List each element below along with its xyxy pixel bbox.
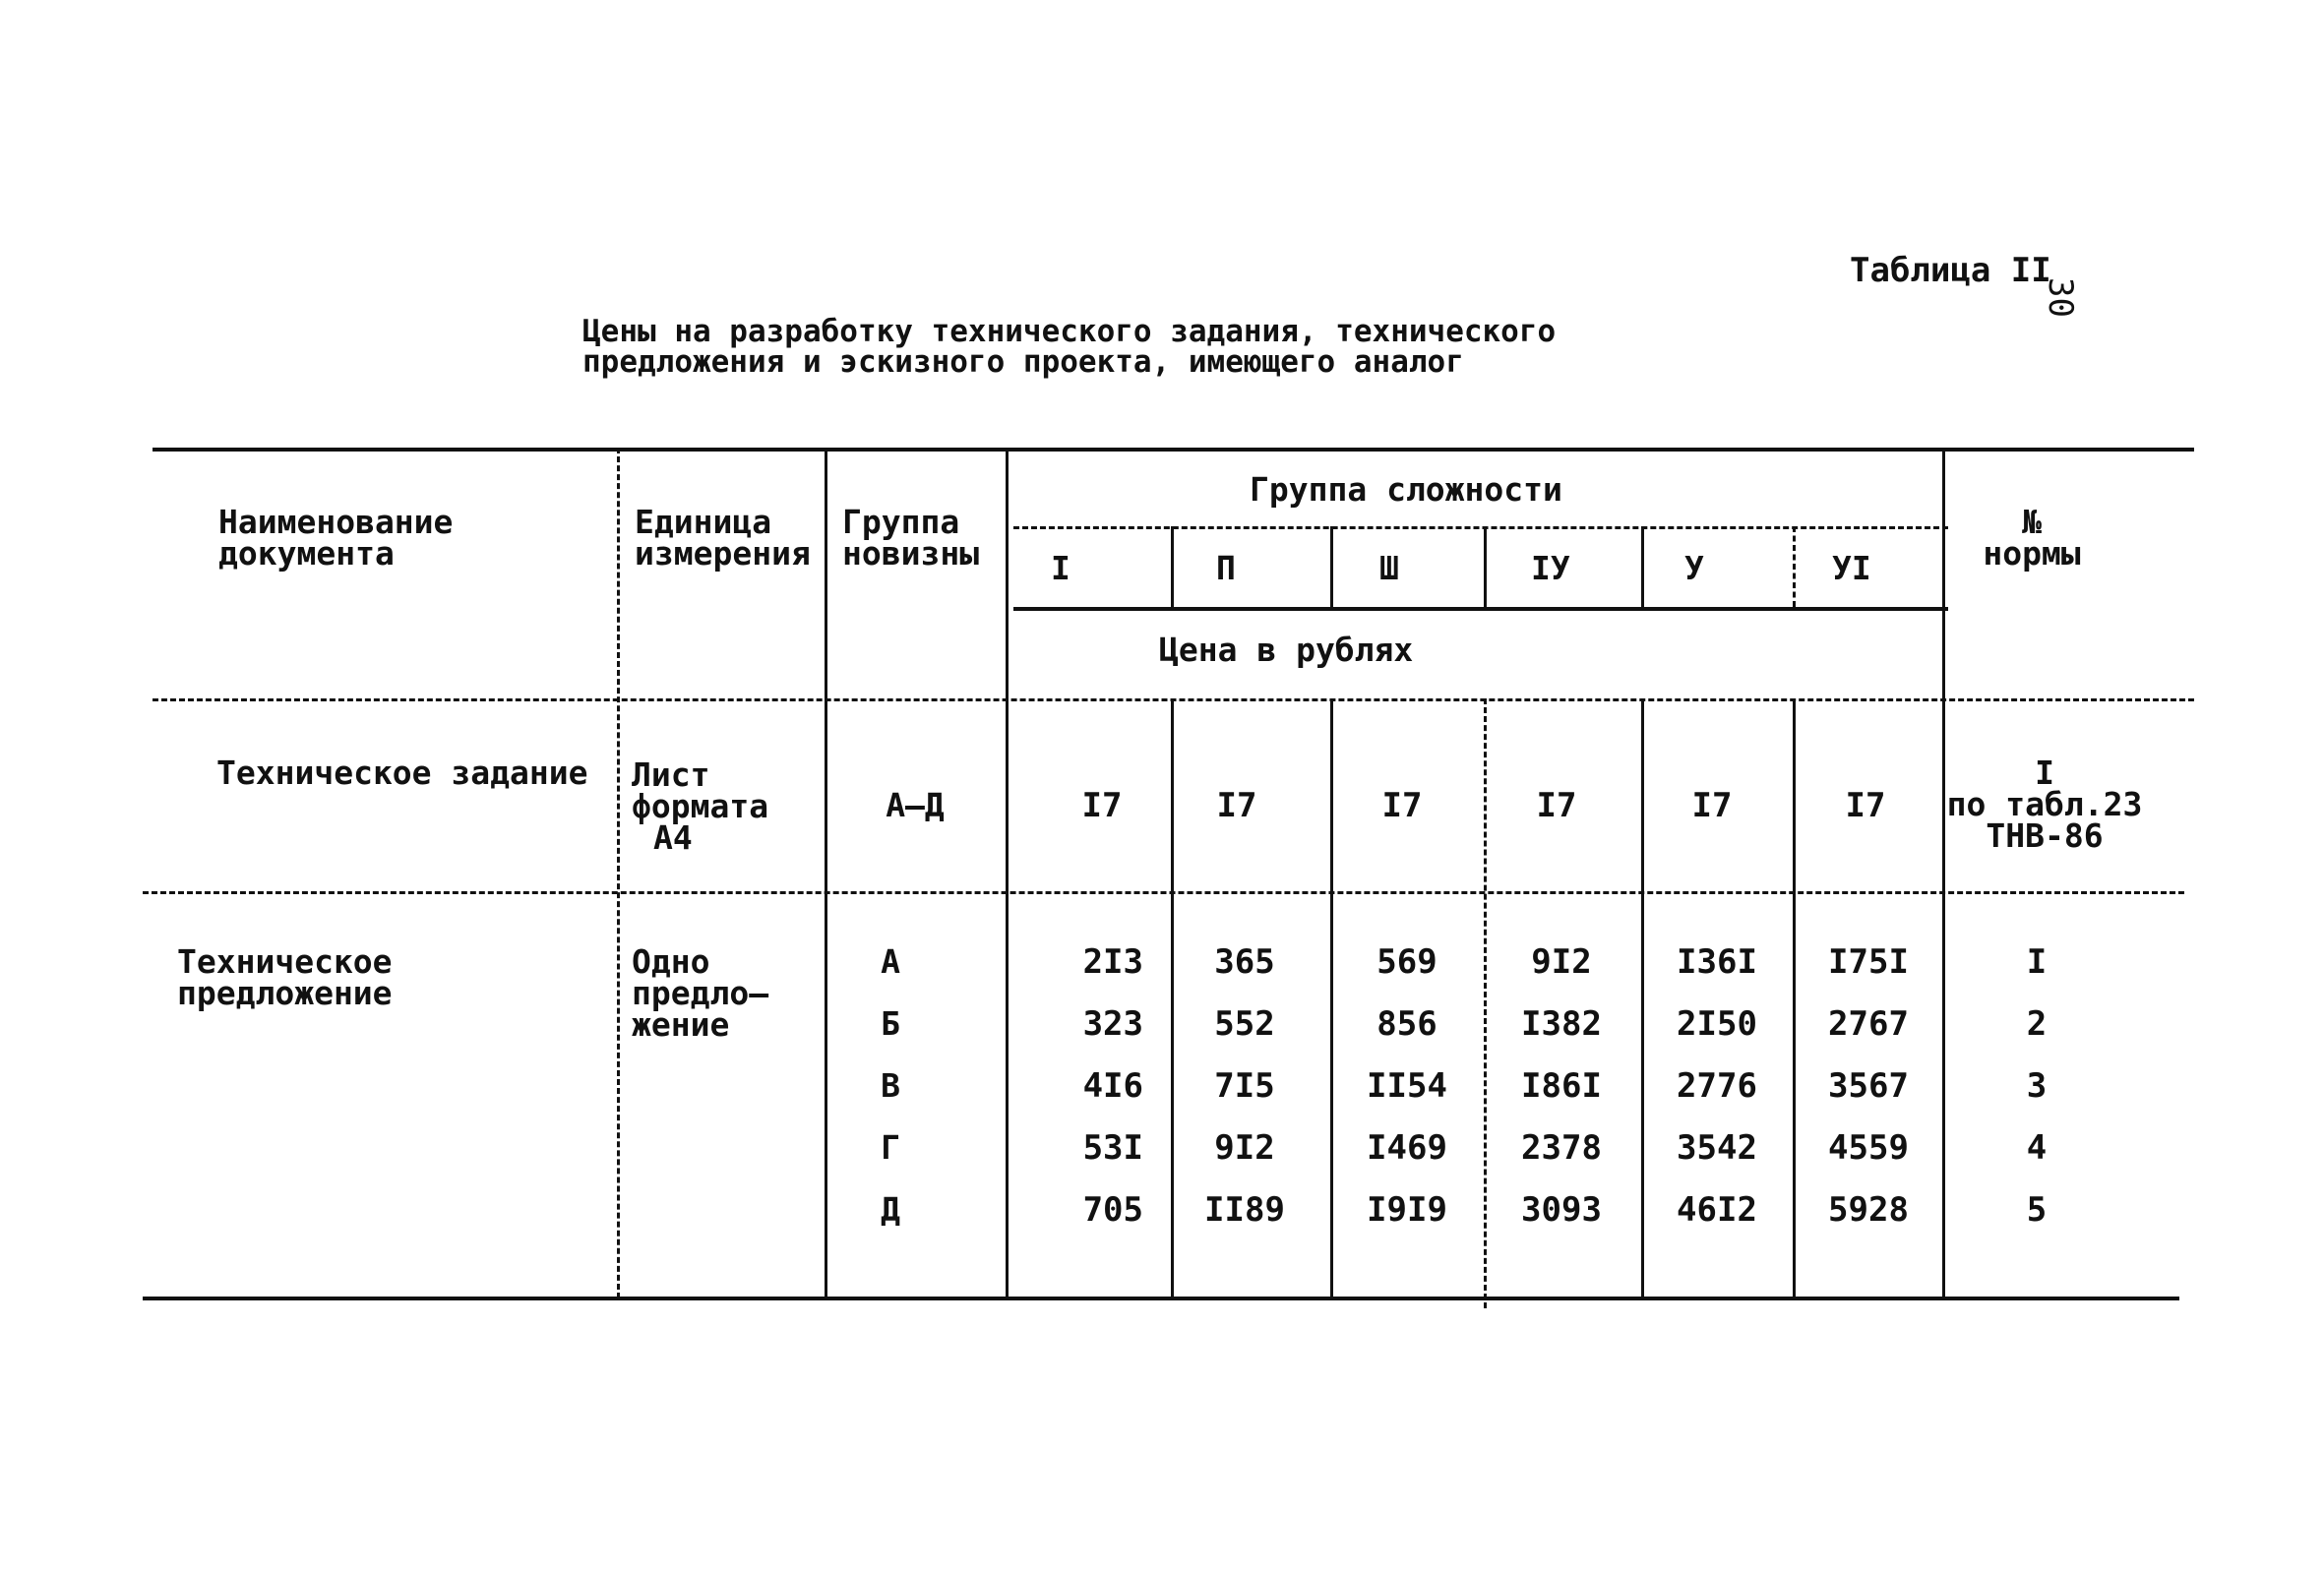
row-tp-A-norm: I bbox=[2026, 942, 2048, 982]
row-tz-price-VI: I7 bbox=[1845, 786, 1886, 825]
row-tp-D-price-IV: 3093 bbox=[1521, 1190, 1602, 1230]
row-tp-B-price-II: 552 bbox=[1214, 1004, 1275, 1044]
title-line-2: предложения и эскизного проекта, имеющего аналог bbox=[582, 344, 1464, 380]
row-tp-D-price-VI: 5928 bbox=[1828, 1190, 1909, 1230]
row-tp-A-price-IV: 9I2 bbox=[1531, 942, 1592, 982]
table-label: Таблица II bbox=[1850, 251, 2051, 290]
table-top-rule bbox=[153, 448, 2194, 452]
row-tp-A-price-V: I36I bbox=[1677, 942, 1757, 982]
row-tp-D-price-III: I9I9 bbox=[1367, 1190, 1447, 1230]
row-tz-price-IV: I7 bbox=[1536, 786, 1577, 825]
row-tp-G-price-I: 53I bbox=[1082, 1128, 1143, 1168]
page-number: 30 bbox=[2041, 277, 2080, 318]
col-divider-c3-body bbox=[1330, 698, 1333, 1298]
row-tp-D-price-II: II89 bbox=[1204, 1190, 1285, 1230]
row-tp-G-price-IV: 2378 bbox=[1521, 1128, 1602, 1168]
col-divider-c3 bbox=[1330, 526, 1333, 607]
row-tp-V-price-III: II54 bbox=[1367, 1066, 1447, 1106]
row-tp-V-price-I: 4I6 bbox=[1082, 1066, 1143, 1106]
header-complexity-I: I bbox=[1051, 549, 1070, 587]
header-unit: Единица измерения bbox=[635, 503, 811, 573]
row-tp-A-price-III: 569 bbox=[1376, 942, 1437, 982]
col-divider-c5-body bbox=[1641, 698, 1644, 1298]
header-complexity-II: П bbox=[1216, 549, 1236, 587]
row-tp-B-price-V: 2I50 bbox=[1677, 1004, 1757, 1044]
row-tp-B-price-I: 323 bbox=[1082, 1004, 1143, 1044]
row-tp-A-price-I: 2I3 bbox=[1082, 942, 1143, 982]
col-divider-group bbox=[825, 448, 827, 1298]
header-complexity-group: Группа сложности bbox=[1250, 470, 1562, 509]
row-tp-V-price-VI: 3567 bbox=[1828, 1066, 1909, 1106]
row-tp-group-A: А bbox=[881, 942, 900, 981]
row-divider bbox=[143, 891, 2184, 894]
header-complexity-VI: УI bbox=[1832, 549, 1871, 587]
row-tp-G-price-II: 9I2 bbox=[1214, 1128, 1275, 1168]
header-complexity-IV: IУ bbox=[1531, 549, 1570, 587]
table-bottom-rule bbox=[143, 1297, 2179, 1300]
row-tp-G-price-V: 3542 bbox=[1677, 1128, 1757, 1168]
col-divider-c2 bbox=[1171, 526, 1174, 607]
header-doc-name: Наименование документа bbox=[218, 503, 454, 573]
price-rule bbox=[1013, 607, 1948, 611]
header-novelty: Группа новизны bbox=[842, 503, 980, 573]
row-tp-G-price-III: I469 bbox=[1367, 1128, 1447, 1168]
row-tp-B-price-IV: I382 bbox=[1521, 1004, 1602, 1044]
row-tp-B-norm: 2 bbox=[2026, 1004, 2048, 1044]
row-tp-V-norm: 3 bbox=[2026, 1066, 2048, 1106]
row-tz-price-III: I7 bbox=[1381, 786, 1423, 825]
title-line-1: Цены на разработку технического задания, технического bbox=[582, 314, 1557, 349]
header-complexity-III: Ш bbox=[1379, 549, 1399, 587]
col-divider-c4-body bbox=[1484, 698, 1487, 1308]
header-complexity-V: У bbox=[1684, 549, 1704, 587]
col-divider-c6 bbox=[1793, 526, 1796, 607]
row-tp-V-price-II: 7I5 bbox=[1214, 1066, 1275, 1106]
complexity-rule bbox=[1013, 526, 1948, 529]
row-tp-G-price-VI: 4559 bbox=[1828, 1128, 1909, 1168]
col-divider-norm bbox=[1942, 448, 1945, 1298]
row-tp-A-price-VI: I75I bbox=[1828, 942, 1909, 982]
table-title bbox=[582, 314, 1557, 380]
col-divider-c5 bbox=[1641, 526, 1644, 607]
col-divider-c2-body bbox=[1171, 698, 1174, 1298]
header-norm: № нормы bbox=[1983, 503, 2081, 573]
col-divider-c6-body bbox=[1793, 698, 1796, 1298]
header-price-rubles: Цена в рублях bbox=[1159, 631, 1414, 669]
row-tp-D-price-I: 705 bbox=[1082, 1190, 1143, 1230]
row-tp-B-price-VI: 2767 bbox=[1828, 1004, 1909, 1044]
row-tp-group-G: Г bbox=[881, 1128, 900, 1167]
col-divider-c4 bbox=[1484, 526, 1487, 607]
row-tp-V-price-V: 2776 bbox=[1677, 1066, 1757, 1106]
row-tp-V-price-IV: I86I bbox=[1521, 1066, 1602, 1106]
row-tp-group-V: В bbox=[881, 1066, 900, 1105]
row-tp-name: Техническое предложение bbox=[177, 942, 393, 1012]
row-tz-name: Техническое задание bbox=[216, 754, 588, 792]
col-divider-unit bbox=[617, 448, 620, 1298]
row-tp-group-B: Б bbox=[881, 1004, 900, 1043]
row-tp-B-price-III: 856 bbox=[1376, 1004, 1437, 1044]
row-tp-group-D: Д bbox=[881, 1190, 900, 1229]
row-tp-G-norm: 4 bbox=[2026, 1128, 2048, 1168]
row-tz-price-I: I7 bbox=[1081, 786, 1123, 825]
row-tz-norm: I по табл.23 ТНВ-86 bbox=[1946, 754, 2143, 855]
row-tz-unit: Лист формата А4 bbox=[632, 755, 769, 857]
col-divider-prices bbox=[1006, 448, 1009, 1298]
row-tp-A-price-II: 365 bbox=[1214, 942, 1275, 982]
row-tz-price-V: I7 bbox=[1691, 786, 1733, 825]
row-tp-D-norm: 5 bbox=[2026, 1190, 2048, 1230]
row-tz-group: А–Д bbox=[886, 786, 945, 824]
row-tp-D-price-V: 46I2 bbox=[1677, 1190, 1757, 1230]
row-tz-price-II: I7 bbox=[1216, 786, 1257, 825]
row-tp-unit: Одно предло– жение bbox=[632, 942, 769, 1044]
